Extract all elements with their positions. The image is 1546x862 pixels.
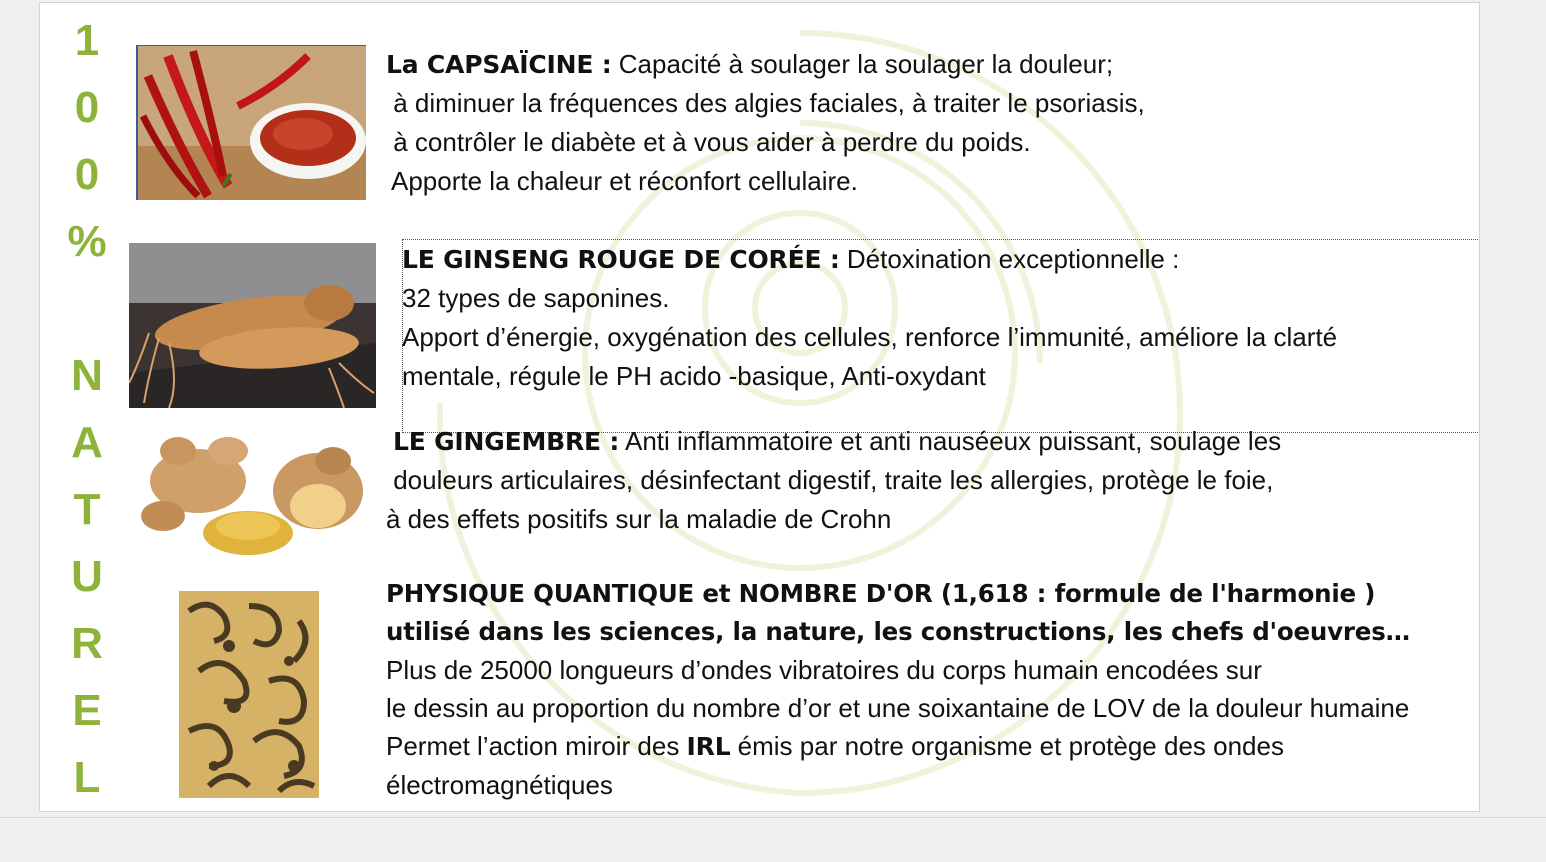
ginseng-root-image (129, 243, 376, 408)
ginseng-title: LE GINSENG ROUGE DE CORÉE : (402, 245, 840, 274)
sidebar-letter: N (71, 351, 103, 400)
sidebar-letter: A (71, 418, 103, 467)
physique-line-part: Permet l’action miroir des (386, 731, 687, 761)
natural-vertical-title (65, 7, 109, 811)
sidebar-letter: L (73, 753, 101, 802)
sidebar-letter: T (73, 485, 101, 534)
ginseng-line: mentale, régule le PH acido -basique, Anti-oxydant (402, 361, 986, 391)
physique-text (386, 575, 1410, 804)
ginseng-line: Détoxination exceptionnelle : (839, 244, 1180, 274)
irl-bold: IRL (686, 732, 731, 761)
sidebar-letter: E (72, 686, 102, 735)
capsaicine-line: Capacité à soulager la soulager la douleur; (611, 49, 1114, 79)
capsaicine-title: La CAPSAÏCINE : (386, 50, 612, 79)
capsaicine-text (386, 45, 1145, 201)
physique-heading: utilisé dans les sciences, la nature, les constructions, les chefs d'oeuvres… (386, 617, 1410, 646)
gingembre-line: à des effets positifs sur la maladie de Crohn (386, 504, 892, 534)
physique-line: électromagnétiques (386, 770, 613, 800)
ginseng-line: 32 types de saponines. (402, 283, 670, 313)
ginger-root-image (138, 421, 368, 561)
physique-line: Plus de 25000 longueurs d’ondes vibratoires du corps humain encodées sur (386, 655, 1262, 685)
gingembre-line: douleurs articulaires, désinfectant digestif, traite les allergies, protège le foie, (386, 465, 1274, 495)
gingembre-text (386, 422, 1281, 539)
physique-heading: PHYSIQUE QUANTIQUE et NOMBRE D'OR (1,618 : formule de l'harmonie ) (386, 579, 1376, 608)
sidebar-letter: 0 (74, 83, 100, 132)
sidebar-letter: % (67, 217, 107, 266)
chili-pepper-image (136, 45, 366, 200)
gingembre-title: LE GINGEMBRE : (393, 427, 620, 456)
sidebar-letter: R (71, 619, 103, 668)
sidebar-letter: U (71, 552, 103, 601)
window-bottom-divider (0, 817, 1546, 818)
gingembre-line: Anti inflammatoire et anti nauséeux puissant, soulage les (619, 426, 1282, 456)
capsaicine-line: à diminuer la fréquences des algies faciales, à traiter le psoriasis, (386, 88, 1145, 118)
physique-line: le dessin au proportion du nombre d’or et une soixantaine de LOV de la douleur humaine (386, 693, 1410, 723)
physique-line-part: émis par notre organisme et protège des ondes (730, 731, 1284, 761)
sidebar-letter: 0 (74, 150, 100, 199)
sidebar-letter: 1 (74, 16, 100, 65)
ginseng-text (402, 240, 1337, 396)
slide-canvas (39, 2, 1480, 812)
capsaicine-line: à contrôler le diabète et à vous aider à perdre du poids. (386, 127, 1031, 157)
ginseng-line: Apport d’énergie, oxygénation des cellules, renforce l’immunité, améliore la clarté (402, 322, 1338, 352)
golden-ratio-pattern-image (179, 591, 319, 798)
capsaicine-line: Apporte la chaleur et réconfort cellulaire. (391, 166, 858, 196)
physique-line (386, 727, 1410, 766)
